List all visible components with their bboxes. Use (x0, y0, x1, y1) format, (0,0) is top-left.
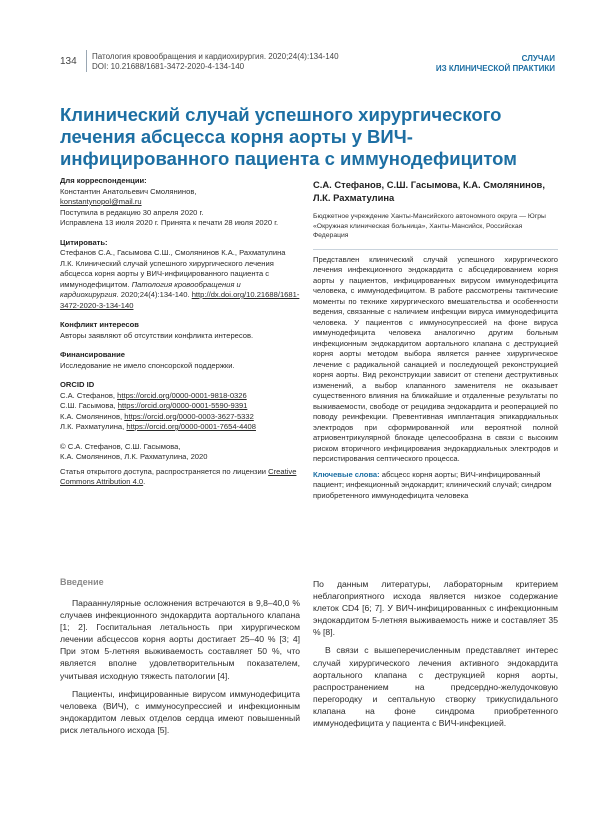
funding-block (60, 350, 300, 371)
abstract-text: Представлен клинический случай успешного хирургического лечения инфекционного эндокардита с абсцедированием корня аорты у пациентов, инфицированных вирусом иммунодефицита человека, с иммунодефицитом. В работе рассмотрены тактические моменты по технике хирургического вмешательства и особенности ведения, связанные с наличием инфекции вируса иммунодефицита человека. У пациентов с иммуносупрессией на фоне вируса иммунодефицита человека аналогично другим больным инфекционным эндокардитом аортального клапана с деструкцией корня аорты методом выбора является раннее хирургическое лечение с радикальной санацией и последующей реконструкцией корня аорты. Вид реконструкции зависит от степени деструктивных изменений, а выбор клапанного заменителя не оказывает существенного влияния на ближайшие и отдаленные результаты по выживаемости, свободе от рецидива эндокардита и реоперацией по поводу реинфекции. Превентивная имплантация эпикардиальных электродов при сформированной или вероятной полной атриовентрикулярной блокаде целесообразна в связи с высоким риском вторичного инфицирования эндокардиальных электродов и персистирования септического процесса. (313, 254, 558, 463)
citation-text (60, 248, 300, 311)
orcid-entry (60, 412, 300, 423)
keywords-text: абсцесс корня аорты; ВИЧ-инфицированный пациент; инфекционный эндокардит; клинический случай; синдром приобретенного иммунодефицита человека (313, 469, 552, 500)
citation-doi-link[interactable]: http://dx.doi.org/10.21688/1681-3472-2020-3-134-140 (60, 290, 300, 310)
header-divider (86, 50, 87, 72)
keywords (313, 470, 558, 502)
page-number: 134 (60, 56, 77, 67)
doi-line (92, 62, 339, 72)
conflict-block (60, 320, 300, 341)
metadata-column (60, 176, 300, 497)
intro-paragraph: В связи с вышеперечисленным представляет интерес случай хирургического лечения активного эндокардита аортального клапана с деструкцией корня аорты, распространением на предсердно-желудочковую перегородку и септальную створку трикуспидального клапана на фоне синдрома приобретенного иммунодефицита у пациента с ВИЧ-инфекцией. (313, 645, 558, 729)
article-title: Клинический случай успешного хирургического лечения абсцесса корня аорты у ВИЧ-инфицированного пациента с иммунодефицитом (60, 104, 517, 169)
citation-body: Стефанов С.А., Гасымова С.Ш., Смолянинов К.А., Рахматулина Л.К. Клинический случай успешного хирургического лечения абсцесса корня аорты у ВИЧ-инфицированного пациента с иммунодефицитом. (60, 248, 286, 289)
copyright-block (60, 442, 300, 488)
orcid-link[interactable]: https://orcid.org/0000-0003-3627-5332 (124, 411, 254, 421)
intro-paragraph: Парааннулярные осложнения встречаются в 9,8–40,0 % случаев инфекционного эндокардита аортального клапана [1; 2]. Госпитальная летальность при хирургическом лечении абсцессов корня аорты достигает 25–40 % [3; 4] При этом 5-летняя выживаемость составляет 50 %, что является вполне удовлетворительным показателем, учитывая исходную тяжесть патологии [4]. (60, 598, 300, 681)
journal-header (92, 52, 339, 72)
citation-heading: Цитировать: (60, 237, 108, 247)
rubric-line-2: ИЗ КЛИНИЧЕСКОЙ ПРАКТИКИ (435, 64, 555, 73)
received-date: Поступила в редакцию 30 апреля 2020 г. (60, 207, 204, 217)
citation-tail: . 2020;24(4):134-140. (116, 290, 192, 299)
section-rubric (436, 54, 555, 74)
orcid-link[interactable]: https://orcid.org/0000-0001-9818-0326 (117, 390, 247, 400)
citation-block (60, 238, 300, 312)
copyright-line-2: К.А. Смолянинов, Л.К. Рахматулина, 2020 (60, 452, 208, 461)
license-label: Статья открытого доступа, распространяется по лицензии (60, 466, 269, 476)
doi-prefix: DOI: (92, 62, 111, 71)
conflict-text: Авторы заявляют об отсутствии конфликта интересов. (60, 330, 254, 340)
intro-right-column (313, 578, 558, 735)
orcid-author: К.А. Смолянинов, (60, 411, 125, 421)
orcid-block (60, 380, 300, 433)
copyright-line-1: © С.А. Стефанов, С.Ш. Гасымова, (60, 441, 181, 451)
conflict-heading: Конфликт интересов (60, 320, 139, 329)
correspondence-name: Константин Анатольевич Смолянинов, (60, 186, 197, 196)
intro-paragraph: По данным литературы, лабораторным критерием неблагоприятного исхода является низкое содержание клеток CD4 [6; 7]. У ВИЧ-инфицированных с инфекционным эндокардитом 5-летняя выживаемость ниже и составляет 35 % [8]. (313, 579, 558, 638)
license-text (60, 467, 300, 488)
intro-paragraph: Пациенты, инфицированные вирусом иммунодефицита человека (ВИЧ), с иммуносупрессией и инфекционным эндокардитом левых отделов сердца имеют повышенный риск летального исхода [5]. (60, 688, 300, 735)
journal-citation: Патология кровообращения и кардиохирургия. 2020;24(4):134-140 (92, 52, 339, 61)
correspondence-email-link[interactable]: konstantynopol@mail.ru (60, 197, 142, 206)
orcid-entry (60, 422, 300, 433)
correspondence-block (60, 176, 300, 229)
funding-text: Исследование не имело спонсорской поддержки. (60, 360, 235, 370)
doi-link[interactable]: 10.21688/1681-3472-2020-4-134-140 (110, 62, 245, 71)
license-end: . (143, 477, 146, 486)
affiliation-divider (313, 249, 558, 250)
orcid-entry (60, 401, 300, 412)
orcid-link[interactable]: https://orcid.org/0000-0001-7654-4408 (126, 422, 256, 431)
orcid-author: С.А. Стефанов, (60, 390, 118, 400)
orcid-author: С.Ш. Гасымова, (60, 401, 118, 410)
intro-heading: Введение (60, 577, 104, 587)
authors-list: С.А. Стефанов, С.Ш. Гасымова, К.А. Смолянинов, Л.К. Рахматулина (313, 179, 545, 203)
orcid-link[interactable]: https://orcid.org/0000-0001-5590-9391 (117, 401, 248, 410)
correspondence-heading: Для корреспонденции: (60, 176, 147, 185)
keywords-label: Ключевые слова: (313, 469, 380, 479)
citation-journal: Патология кровообращения и кардиохирургия (60, 279, 241, 299)
orcid-author: Л.К. Рахматулина, (60, 422, 127, 431)
rubric-line-1: СЛУЧАИ (521, 54, 555, 63)
affiliation: Бюджетное учреждение Ханты-Мансийского автономного округа — Югры «Окружная клиническая больница», Ханты-Мансийск, Российская Федерация (313, 213, 546, 239)
orcid-heading: ORCID ID (60, 380, 95, 389)
intro-left-column (60, 597, 300, 742)
abstract-column (313, 178, 558, 501)
revised-accepted-date: Исправлена 13 июля 2020 г. Принята к печати 28 июля 2020 г. (60, 218, 279, 227)
license-link[interactable]: Creative Commons Attribution 4.0 (60, 466, 297, 486)
funding-heading: Финансирование (60, 350, 125, 359)
orcid-entry (60, 391, 300, 402)
